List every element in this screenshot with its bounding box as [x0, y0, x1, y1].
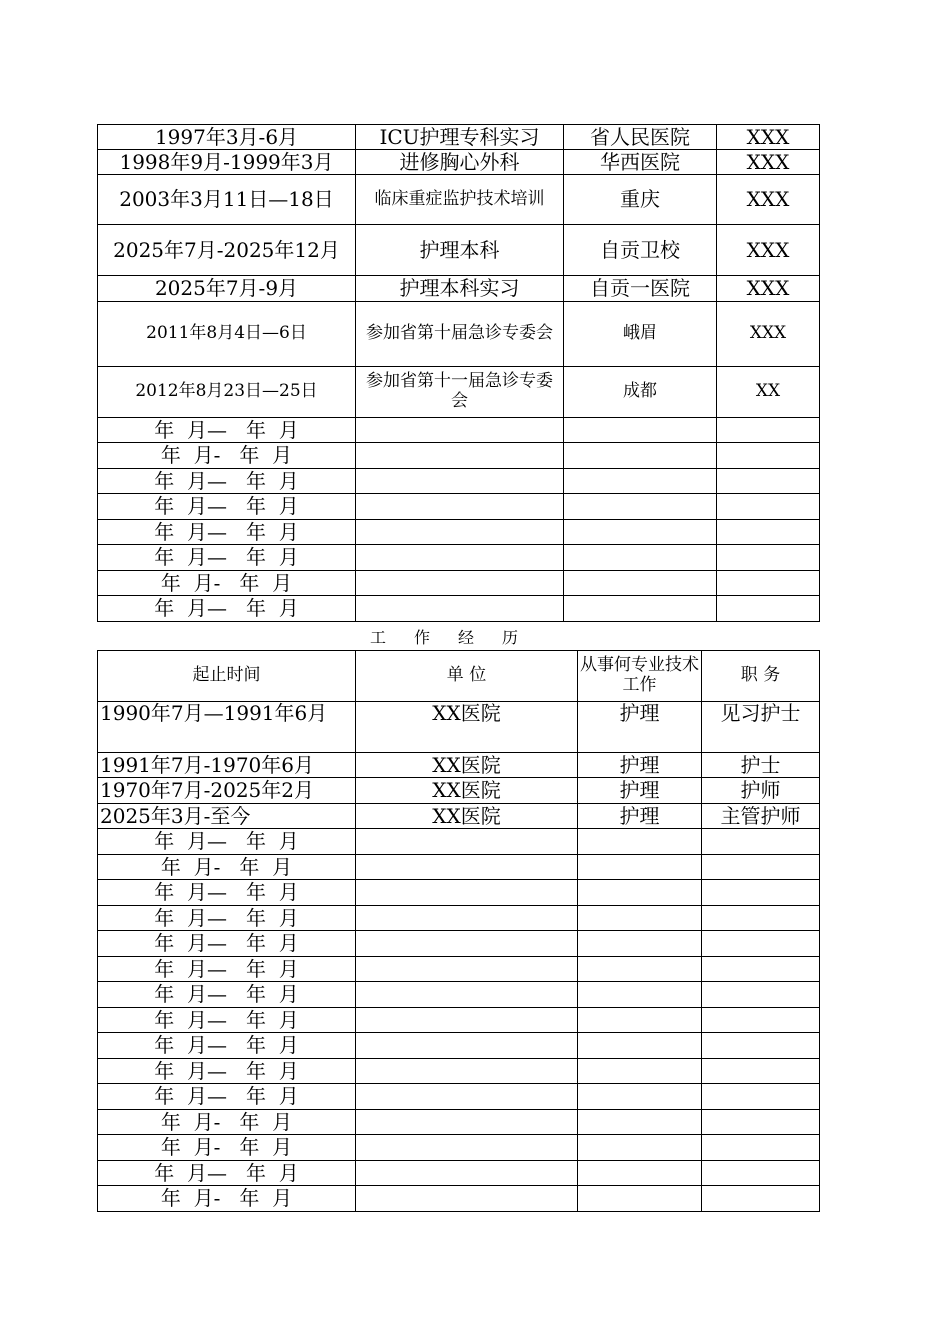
- empty-cell: [578, 1110, 702, 1135]
- study-cert-cell: XXX: [717, 125, 820, 150]
- work-period-placeholder: 年 月— 年 月: [98, 1161, 356, 1186]
- table-row: [98, 276, 820, 302]
- study-cert-cell: XXX: [717, 225, 820, 276]
- study-content-cell: 进修胸心外科: [356, 150, 564, 175]
- table-row: [98, 855, 820, 880]
- work-position-cell: 护师: [702, 778, 820, 804]
- table-row: [98, 906, 820, 931]
- study-place-cell: 省人民医院: [564, 125, 717, 150]
- table-row: [98, 1135, 820, 1161]
- table-row: [98, 494, 820, 520]
- table-row: [98, 829, 820, 855]
- study-place-cell: 重庆: [564, 175, 717, 225]
- study-period-cell: 2025年7月-9月: [98, 276, 356, 302]
- empty-cell: [356, 520, 564, 545]
- empty-cell: [356, 469, 564, 494]
- header-position: 职 务: [702, 651, 820, 702]
- empty-cell: [702, 1135, 820, 1161]
- study-period-placeholder: 年 月— 年 月: [98, 418, 356, 443]
- study-cert-cell: XXX: [717, 150, 820, 175]
- empty-cell: [356, 418, 564, 443]
- header-specialty: 从事何专业技术工作: [578, 651, 702, 702]
- empty-cell: [356, 880, 578, 906]
- work-position-cell: 见习护士: [702, 702, 820, 753]
- empty-cell: [717, 494, 820, 520]
- empty-cell: [702, 931, 820, 957]
- study-content-cell: 护理本科: [356, 225, 564, 276]
- work-period-placeholder: 年 月— 年 月: [98, 1033, 356, 1059]
- empty-cell: [578, 982, 702, 1008]
- table-row: [98, 880, 820, 906]
- empty-cell: [702, 855, 820, 880]
- table-row: [98, 1084, 820, 1110]
- work-period-cell: 2025年3月-至今: [98, 804, 356, 829]
- empty-cell: [702, 1033, 820, 1059]
- empty-cell: [564, 469, 717, 494]
- empty-cell: [356, 596, 564, 622]
- work-unit-cell: XX医院: [356, 702, 578, 753]
- empty-cell: [578, 1008, 702, 1033]
- table-row: [98, 957, 820, 982]
- empty-cell: [356, 829, 578, 855]
- empty-cell: [356, 494, 564, 520]
- empty-cell: [564, 520, 717, 545]
- header-period: 起止时间: [98, 651, 356, 702]
- study-history-table: [97, 124, 820, 622]
- empty-cell: [356, 957, 578, 982]
- work-period-placeholder: 年 月- 年 月: [98, 855, 356, 880]
- work-specialty-cell: 护理: [578, 778, 702, 804]
- header-unit: 单 位: [356, 651, 578, 702]
- work-period-placeholder: 年 月— 年 月: [98, 1008, 356, 1033]
- empty-cell: [702, 1161, 820, 1186]
- empty-cell: [356, 1135, 578, 1161]
- study-content-cell: 参加省第十一届急诊专委会: [356, 367, 564, 418]
- empty-cell: [578, 880, 702, 906]
- work-period-placeholder: 年 月— 年 月: [98, 880, 356, 906]
- study-content-cell: 参加省第十届急诊专委会: [356, 302, 564, 367]
- empty-cell: [717, 443, 820, 469]
- study-cert-cell: XX: [717, 367, 820, 418]
- study-period-cell: 1998年9月-1999年3月: [98, 150, 356, 175]
- study-period-placeholder: 年 月— 年 月: [98, 520, 356, 545]
- table-row: [98, 443, 820, 469]
- table-row: [98, 753, 820, 778]
- empty-cell: [356, 1186, 578, 1212]
- table-row: [98, 931, 820, 957]
- table-row: [98, 367, 820, 418]
- study-cert-cell: XXX: [717, 276, 820, 302]
- work-unit-cell: XX医院: [356, 753, 578, 778]
- work-period-placeholder: 年 月- 年 月: [98, 1135, 356, 1161]
- empty-cell: [578, 1135, 702, 1161]
- work-period-placeholder: 年 月— 年 月: [98, 957, 356, 982]
- work-period-placeholder: 年 月- 年 月: [98, 1186, 356, 1212]
- empty-cell: [356, 1059, 578, 1084]
- study-content-cell: 临床重症监护技术培训: [356, 175, 564, 225]
- table-row: [98, 804, 820, 829]
- empty-cell: [356, 571, 564, 596]
- work-history-section-title: 工作经历: [369, 628, 546, 647]
- empty-cell: [702, 1110, 820, 1135]
- table-row: [98, 702, 820, 753]
- work-period-cell: 1991年7月-1970年6月: [98, 753, 356, 778]
- work-period-placeholder: 年 月— 年 月: [98, 906, 356, 931]
- empty-cell: [564, 545, 717, 571]
- study-period-cell: 1997年3月-6月: [98, 125, 356, 150]
- study-period-cell: 2011年8月4日—6日: [98, 302, 356, 367]
- table-row: [98, 150, 820, 175]
- table-row: [98, 1161, 820, 1186]
- work-period-cell: 1990年7月—1991年6月: [98, 702, 356, 753]
- empty-cell: [578, 1033, 702, 1059]
- empty-cell: [702, 1084, 820, 1110]
- empty-cell: [702, 1008, 820, 1033]
- empty-cell: [356, 545, 564, 571]
- empty-cell: [356, 443, 564, 469]
- empty-cell: [356, 855, 578, 880]
- empty-cell: [578, 1186, 702, 1212]
- study-cert-cell: XXX: [717, 175, 820, 225]
- work-specialty-cell: 护理: [578, 753, 702, 778]
- empty-cell: [717, 418, 820, 443]
- table-row: [98, 982, 820, 1008]
- empty-cell: [578, 1059, 702, 1084]
- work-specialty-cell: 护理: [578, 804, 702, 829]
- table-row: [98, 175, 820, 225]
- empty-cell: [564, 418, 717, 443]
- work-period-placeholder: 年 月— 年 月: [98, 982, 356, 1008]
- work-period-placeholder: 年 月— 年 月: [98, 1084, 356, 1110]
- work-unit-cell: XX医院: [356, 804, 578, 829]
- table-header-row: [98, 651, 820, 702]
- table-row: [98, 778, 820, 804]
- work-period-cell: 1970年7月-2025年2月: [98, 778, 356, 804]
- table-row: [98, 225, 820, 276]
- empty-cell: [564, 494, 717, 520]
- study-place-cell: 自贡卫校: [564, 225, 717, 276]
- study-period-cell: 2025年7月-2025年12月: [98, 225, 356, 276]
- empty-cell: [702, 829, 820, 855]
- study-place-cell: 峨眉: [564, 302, 717, 367]
- empty-cell: [356, 1084, 578, 1110]
- study-content-cell: 护理本科实习: [356, 276, 564, 302]
- work-unit-cell: XX医院: [356, 778, 578, 804]
- empty-cell: [717, 520, 820, 545]
- empty-cell: [578, 1161, 702, 1186]
- study-period-placeholder: 年 月- 年 月: [98, 443, 356, 469]
- empty-cell: [578, 829, 702, 855]
- study-period-placeholder: 年 月— 年 月: [98, 494, 356, 520]
- study-cert-cell: XXX: [717, 302, 820, 367]
- table-row: [98, 1008, 820, 1033]
- study-period-cell: 2003年3月11日—18日: [98, 175, 356, 225]
- table-row: [98, 1059, 820, 1084]
- empty-cell: [356, 1033, 578, 1059]
- table-row: [98, 596, 820, 622]
- table-row: [98, 1186, 820, 1212]
- empty-cell: [356, 906, 578, 931]
- empty-cell: [717, 545, 820, 571]
- study-place-cell: 成都: [564, 367, 717, 418]
- work-specialty-cell: 护理: [578, 702, 702, 753]
- empty-cell: [702, 982, 820, 1008]
- study-content-cell: ICU护理专科实习: [356, 125, 564, 150]
- study-place-cell: 自贡一医院: [564, 276, 717, 302]
- empty-cell: [702, 906, 820, 931]
- table-row: [98, 418, 820, 443]
- empty-cell: [578, 855, 702, 880]
- empty-cell: [578, 957, 702, 982]
- empty-cell: [356, 1110, 578, 1135]
- work-history-table: [97, 650, 820, 1212]
- empty-cell: [356, 931, 578, 957]
- study-period-cell: 2012年8月23日—25日: [98, 367, 356, 418]
- empty-cell: [356, 982, 578, 1008]
- empty-cell: [564, 571, 717, 596]
- work-period-placeholder: 年 月- 年 月: [98, 1110, 356, 1135]
- empty-cell: [356, 1008, 578, 1033]
- work-period-placeholder: 年 月— 年 月: [98, 829, 356, 855]
- table-row: [98, 545, 820, 571]
- empty-cell: [702, 957, 820, 982]
- table-row: [98, 125, 820, 150]
- study-period-placeholder: 年 月— 年 月: [98, 596, 356, 622]
- empty-cell: [578, 931, 702, 957]
- empty-cell: [717, 469, 820, 494]
- empty-cell: [356, 1161, 578, 1186]
- empty-cell: [564, 443, 717, 469]
- empty-cell: [702, 1059, 820, 1084]
- work-period-placeholder: 年 月— 年 月: [98, 931, 356, 957]
- study-period-placeholder: 年 月- 年 月: [98, 571, 356, 596]
- table-row: [98, 302, 820, 367]
- empty-cell: [702, 880, 820, 906]
- work-position-cell: 主管护师: [702, 804, 820, 829]
- table-row: [98, 469, 820, 494]
- empty-cell: [717, 596, 820, 622]
- empty-cell: [578, 1084, 702, 1110]
- work-position-cell: 护士: [702, 753, 820, 778]
- empty-cell: [564, 596, 717, 622]
- empty-cell: [578, 906, 702, 931]
- table-row: [98, 520, 820, 545]
- table-row: [98, 571, 820, 596]
- empty-cell: [702, 1186, 820, 1212]
- study-period-placeholder: 年 月— 年 月: [98, 545, 356, 571]
- study-place-cell: 华西医院: [564, 150, 717, 175]
- empty-cell: [717, 571, 820, 596]
- work-period-placeholder: 年 月— 年 月: [98, 1059, 356, 1084]
- table-row: [98, 1110, 820, 1135]
- study-period-placeholder: 年 月— 年 月: [98, 469, 356, 494]
- table-row: [98, 1033, 820, 1059]
